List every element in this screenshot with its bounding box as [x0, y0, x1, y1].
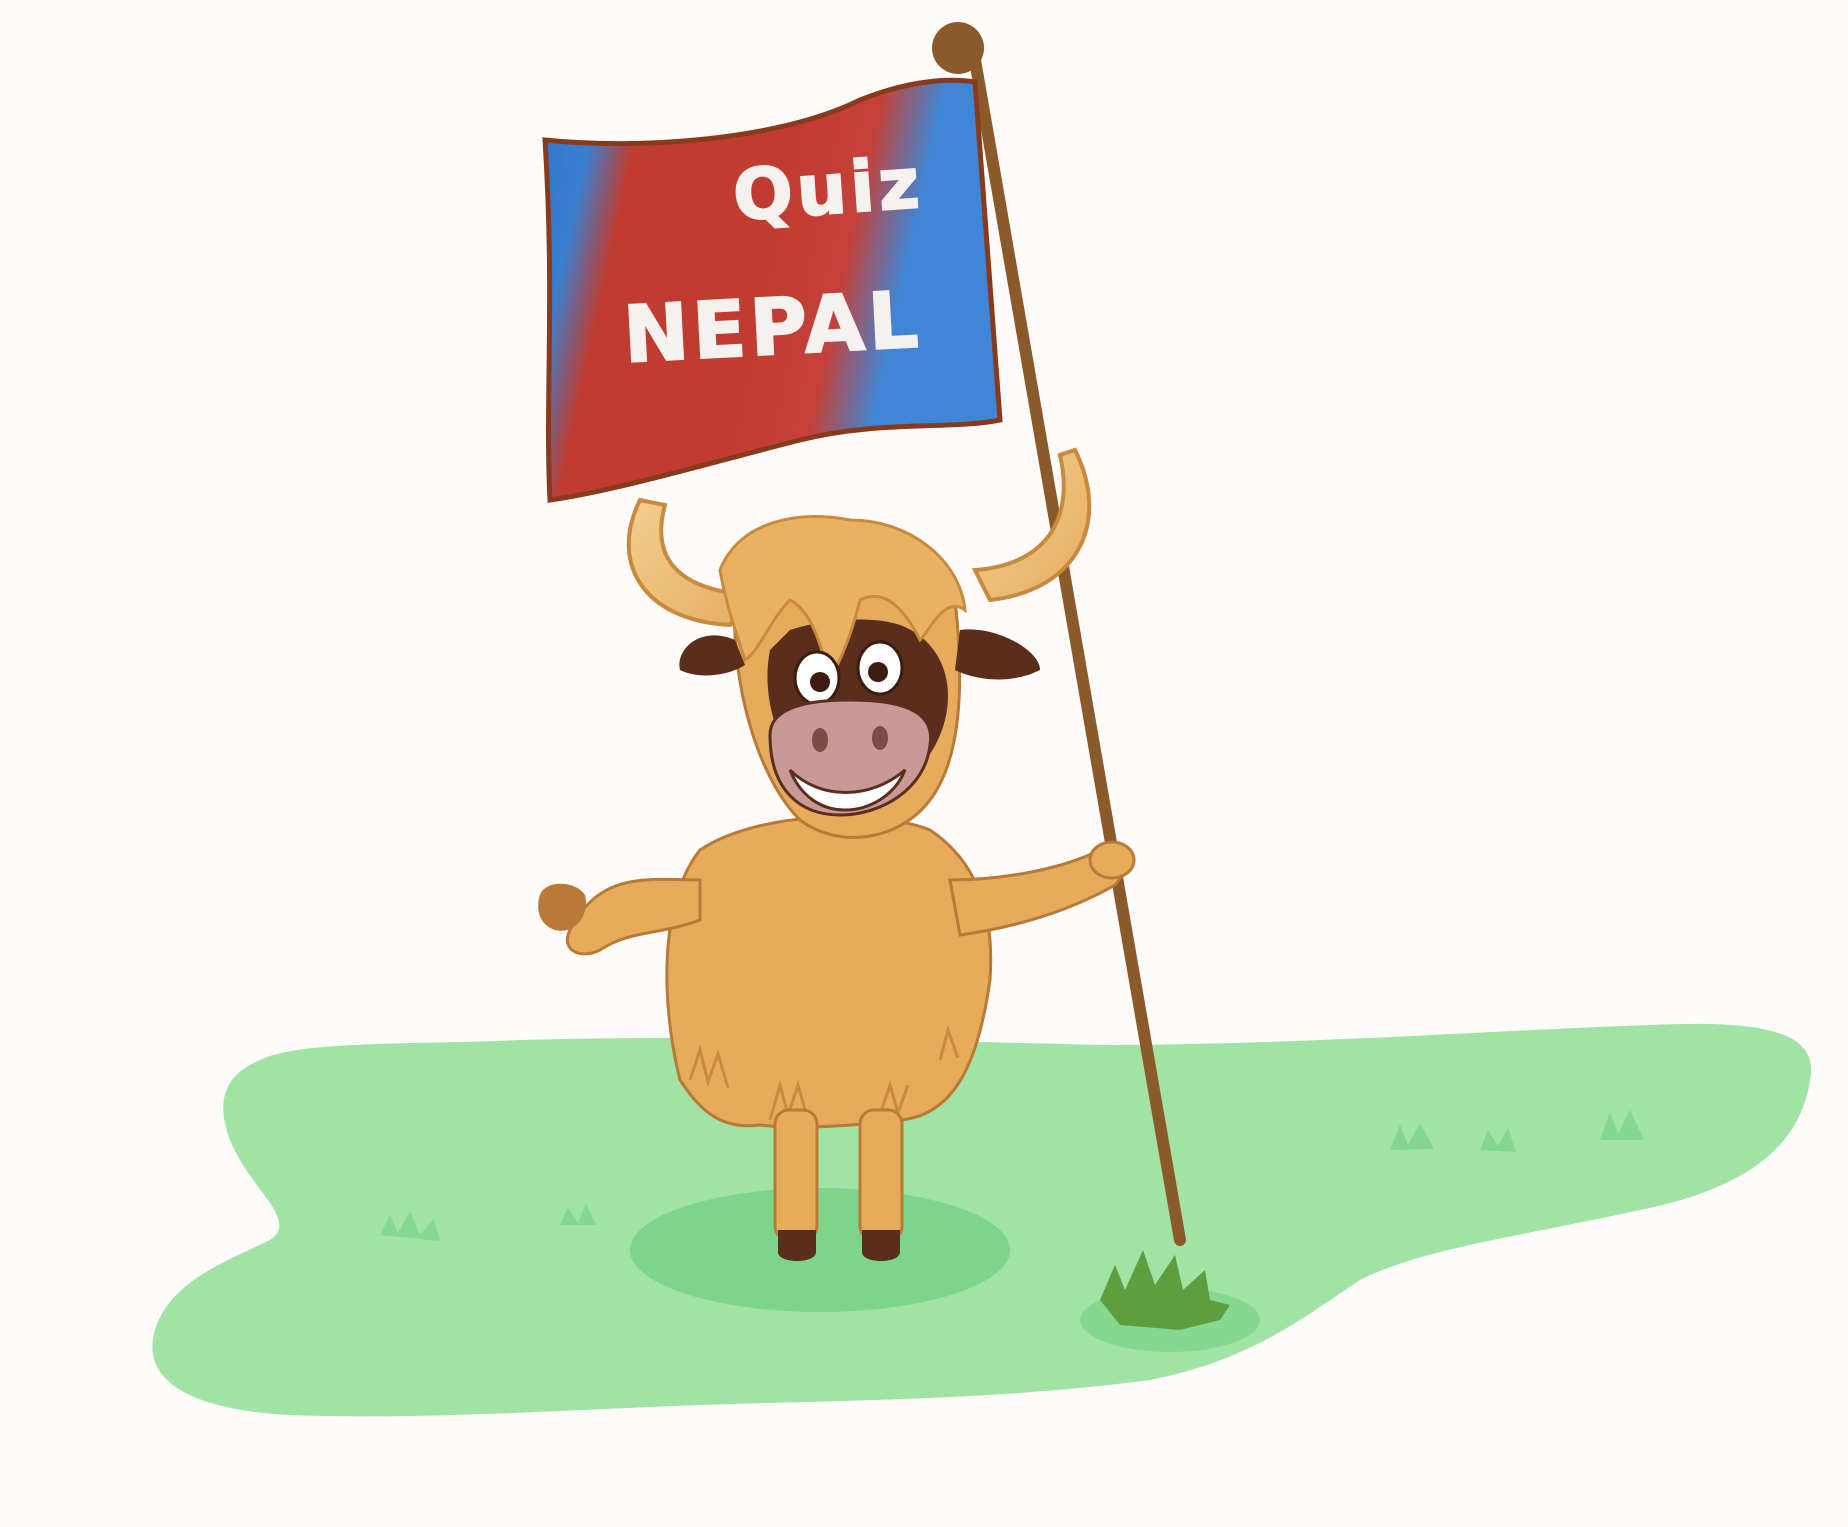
flag-text-line1: Quiz — [730, 141, 926, 237]
left-nostril — [812, 728, 828, 752]
yak-body — [667, 817, 991, 1127]
flag-text-line2: NEPAL — [621, 275, 925, 381]
left-leg — [775, 1110, 817, 1240]
right-leg — [860, 1110, 902, 1240]
right-nostril — [872, 726, 888, 750]
left-pupil — [810, 672, 830, 692]
right-pupil — [868, 662, 888, 682]
grass-shadow — [630, 1188, 1010, 1312]
flag-pole-finial — [932, 22, 984, 74]
right-hand — [1090, 842, 1134, 878]
left-hoof-foot — [778, 1230, 816, 1261]
right-hoof-foot — [862, 1230, 900, 1261]
